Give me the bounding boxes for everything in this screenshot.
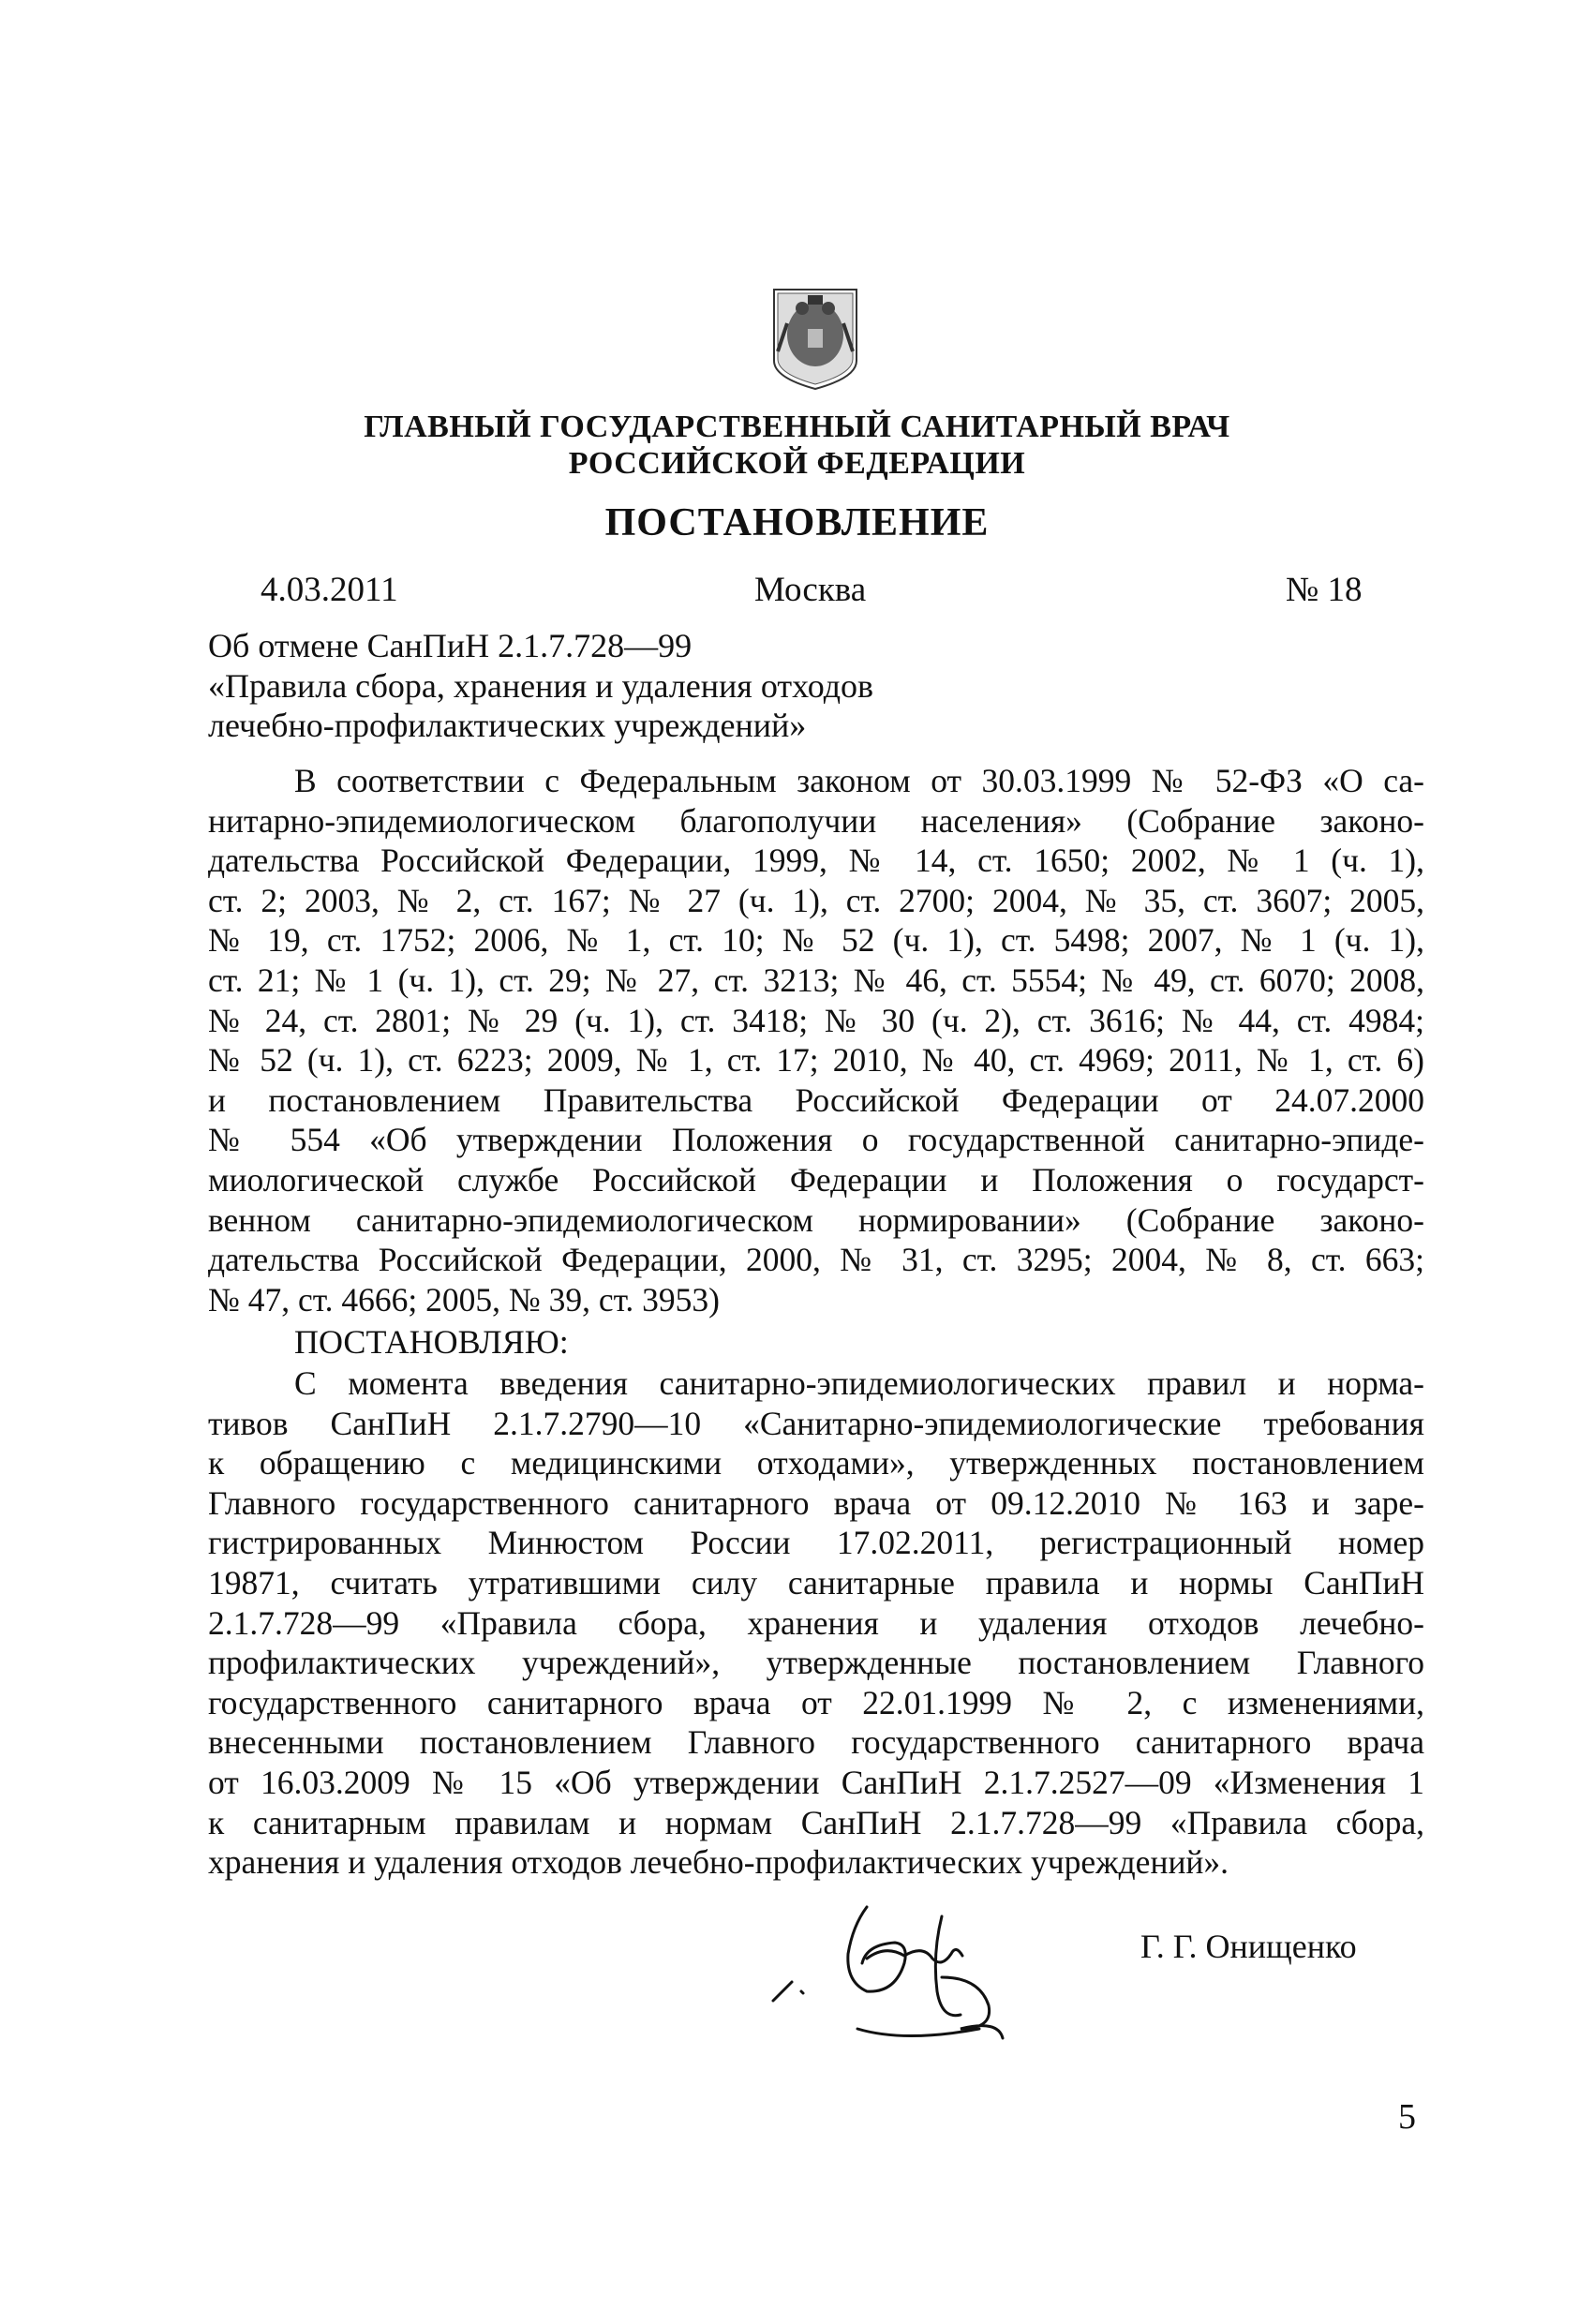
text-line: ст. 2; 2003, № 2, ст. 167; № 27 (ч. 1), ст. 2700; 2004, № 35, ст. 3607; 2005,: [208, 881, 1424, 919]
text-line: гистрированных Минюстом России 17.02.2011, регистрационный номер: [208, 1524, 1424, 1562]
text-line: № 24, ст. 2801; № 29 (ч. 1), ст. 3418; № 30 (ч. 2), ст. 3616; № 44, ст. 4984;: [208, 1001, 1424, 1039]
text-line: ст. 21; № 1 (ч. 1), ст. 29; № 27, ст. 3213; № 46, ст. 5554; № 49, ст. 6070; 2008,: [208, 961, 1424, 999]
issuer-title-line2: РОССИЙСКОЙ ФЕДЕРАЦИИ: [568, 446, 1026, 481]
document-city: Москва: [754, 571, 867, 609]
text-line: нитарно-эпидемиологическом благополучии населения» (Собрание законо-: [208, 801, 1424, 840]
decree-word: ПОСТАНОВЛЯЮ:: [294, 1323, 569, 1361]
text-line: хранения и удаления отходов лечебно-профилактических учреждений».: [208, 1843, 1229, 1882]
text-line: тивов СанПиН 2.1.7.2790—10 «Санитарно-эпидемиологические требования: [208, 1404, 1424, 1442]
text-line: и постановлением Правительства Российской Федерации от 24.07.2000: [208, 1080, 1424, 1119]
text-line: к обращению с медицинскими отходами», утвержденных постановлением: [208, 1444, 1424, 1482]
signatory-name: Г. Г. Онищенко: [1140, 1928, 1357, 1965]
text-line: № 19, ст. 1752; 2006, № 1, ст. 10; № 52 (ч. 1), ст. 5498; 2007, № 1 (ч. 1),: [208, 921, 1424, 960]
text-line: 2.1.7.728—99 «Правила сбора, хранения и удаления отходов лечебно-: [208, 1603, 1424, 1642]
coat-of-arms-emblem: [767, 286, 864, 391]
operative-paragraph: [208, 1363, 1424, 1883]
text-line: дательства Российской Федерации, 2000, № 31, ст. 3295; 2004, № 8, ст. 663;: [208, 1241, 1424, 1279]
text-line: к санитарным правилам и нормам СанПиН 2.1.7.728—99 «Правила сбора,: [208, 1803, 1424, 1841]
text-line: дательства Российской Федерации, 1999, № 14, ст. 1650; 2002, № 1 (ч. 1),: [208, 842, 1424, 880]
text-line: № 554 «Об утверждении Положения о государственной санитарно-эпиде-: [208, 1121, 1424, 1159]
text-line: от 16.03.2009 № 15 «Об утверждении СанПиН 2.1.7.2527—09 «Изменения 1: [208, 1763, 1424, 1801]
page-number: 5: [1398, 2097, 1416, 2137]
text-line: № 47, ст. 4666; 2005, № 39, ст. 3953): [208, 1280, 721, 1318]
text-line: внесенными постановлением Главного государственного санитарного врача: [208, 1723, 1424, 1762]
text-line: № 52 (ч. 1), ст. 6223; 2009, № 1, ст. 17; 2010, № 40, ст. 4969; 2011, № 1, ст. 6): [208, 1041, 1424, 1080]
text-line: профилактических учреждений», утвержденные постановлением Главного: [208, 1644, 1424, 1682]
text-line: венном санитарно-эпидемиологическом нормировании» (Собрание законо-: [208, 1200, 1424, 1239]
preamble-paragraph: [208, 761, 1424, 1319]
subject-line: «Правила сбора, хранения и удаления отходов: [208, 666, 874, 705]
text-line: Главного государственного санитарного врача от 09.12.2010 № 163 и заре-: [208, 1483, 1424, 1522]
subject-line: Об отмене СанПиН 2.1.7.728—99: [208, 627, 693, 664]
document-type-title: ПОСТАНОВЛЕНИЕ: [604, 501, 990, 544]
document-subject: [208, 626, 873, 746]
text-line: В соответствии с Федеральным законом от 30.03.1999 № 52-ФЗ «О са-: [294, 762, 1424, 799]
handwritten-signature: [764, 1888, 1026, 2048]
document-number: № 18: [1286, 571, 1363, 609]
text-line: 19871, считать утратившими силу санитарные правила и нормы СанПиН: [208, 1563, 1424, 1601]
text-line: С момента введения санитарно-эпидемиологических правил и норма-: [294, 1364, 1424, 1402]
text-line: государственного санитарного врача от 22.01.1999 № 2, с изменениями,: [208, 1683, 1424, 1721]
issuer-title-line1: ГЛАВНЫЙ ГОСУДАРСТВЕННЫЙ САНИТАРНЫЙ ВРАЧ: [364, 410, 1230, 444]
text-line: миологической службе Российской Федерации и Положения о государст-: [208, 1160, 1424, 1199]
document-date: 4.03.2011: [261, 571, 398, 609]
subject-line: лечебно-профилактических учреждений»: [208, 707, 807, 744]
